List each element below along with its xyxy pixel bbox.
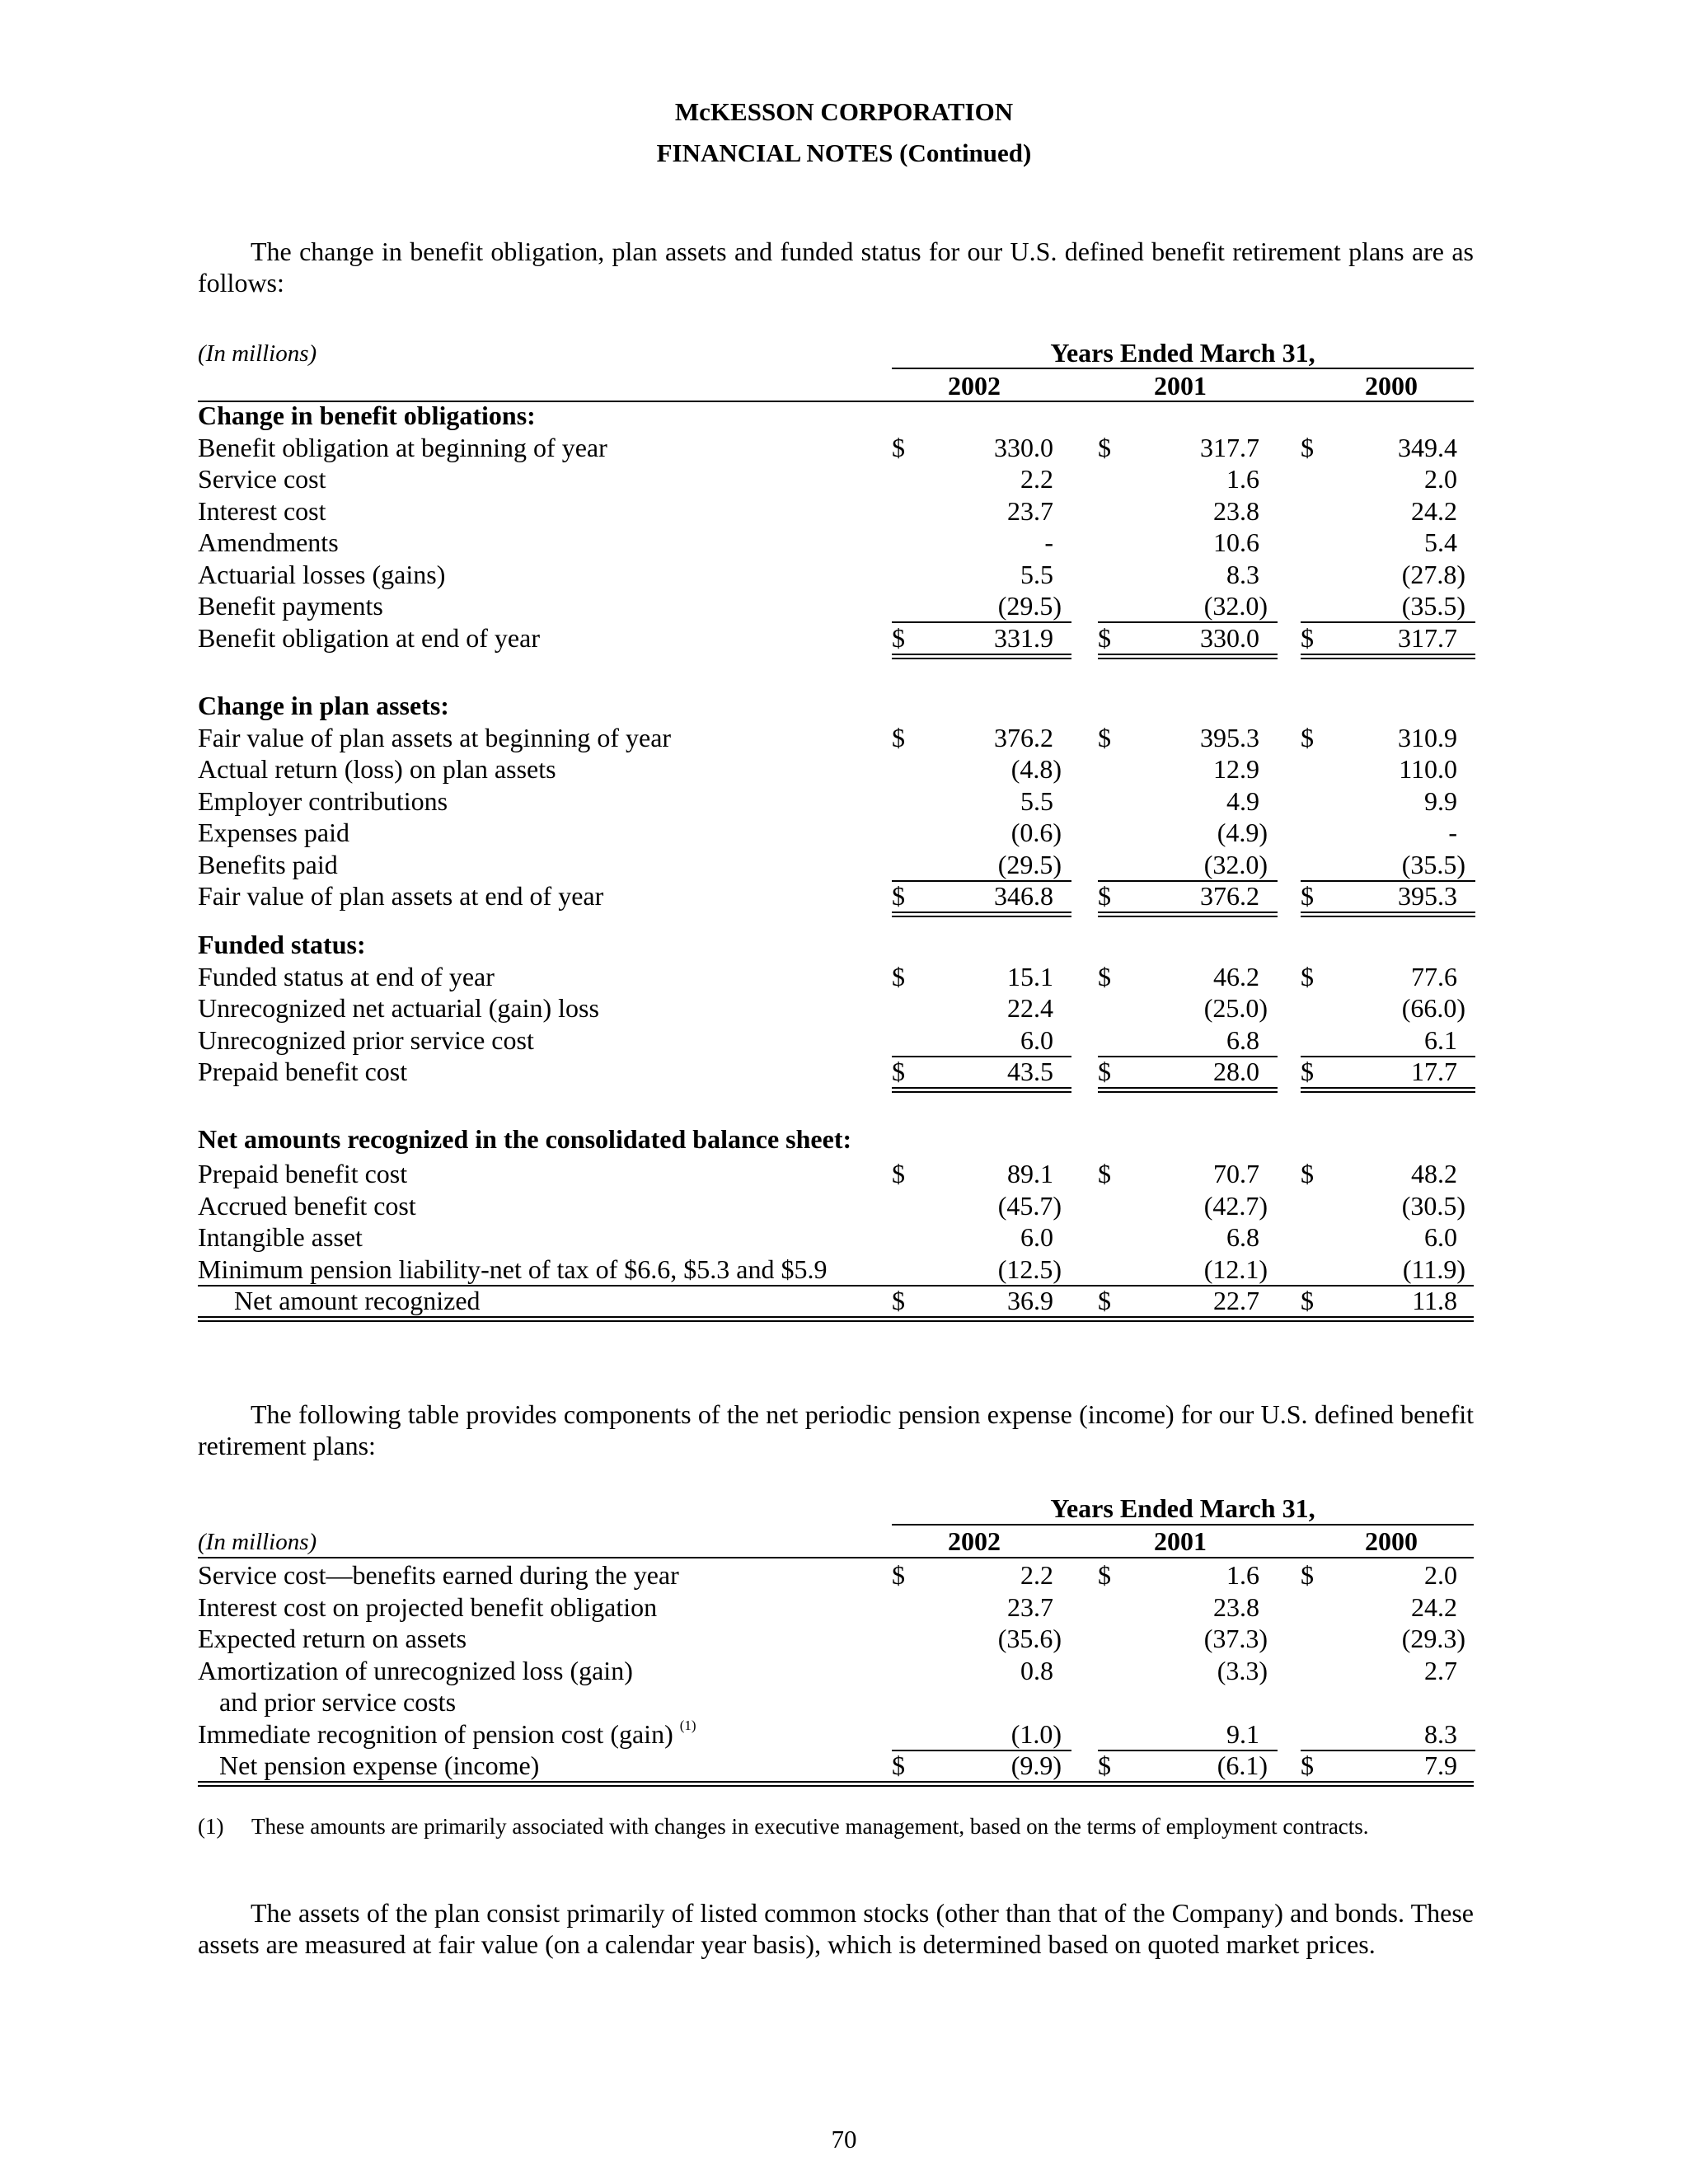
value-cell: (4.8) [1010,754,1062,784]
value-cell: 5.5 [1020,785,1053,816]
value-cell: 1.6 [1226,464,1259,494]
row-label: Prepaid benefit cost [198,1159,408,1188]
section-header [198,401,1474,432]
table2-period-header: Years Ended March 31, [1050,1493,1315,1523]
dollar-sign: $ [892,1159,905,1188]
value-cell: 349.4 [1398,432,1457,462]
dollar-sign: $ [1301,432,1314,462]
value-cell: 4.9 [1226,785,1259,816]
closing-paragraph: The assets of the plan consist primarily of listed common stocks (other than that of the Company) and bonds. These assets are measured at fair value (on a calendar year basis), which is determined based on quoted market prices. [198,1898,1474,1959]
dollar-sign: $ [892,1057,905,1086]
value-cell: 6.1 [1424,1024,1457,1055]
table1-year-2002: 2002 [948,371,1001,401]
section-header [198,1124,1474,1155]
value-cell: (6.1) [1217,1750,1268,1780]
row-label: Accrued benefit cost [198,1190,416,1221]
table1-year-2001: 2001 [1154,371,1207,401]
value-cell: (0.6) [1010,818,1062,847]
value-cell: (37.3) [1203,1624,1268,1653]
total-double-rule [1098,658,1278,659]
value-cell: 2.0 [1424,1560,1457,1590]
value-cell: 5.4 [1424,527,1457,557]
total-double-rule [1301,1087,1475,1089]
table-row [198,1750,1474,1782]
table2-year-2001: 2001 [1154,1526,1207,1556]
row-label: Immediate recognition of pension cost (gain) [198,1718,673,1749]
table-row [198,962,1474,993]
table-row [198,754,1474,785]
total-double-rule [1301,654,1475,655]
value-cell: 376.2 [994,722,1053,752]
total-double-rule [198,1320,1474,1322]
row-label: Unrecognized net actuarial (gain) loss [198,993,599,1023]
value-cell: 331.9 [994,622,1053,653]
table2-year-2000: 2000 [1365,1526,1418,1556]
value-cell: (30.5) [1401,1190,1465,1221]
total-double-rule [1301,912,1475,913]
dollar-sign: $ [892,1560,905,1590]
table2-header-rule [198,1557,1474,1558]
value-cell: 376.2 [1200,881,1259,911]
dollar-sign: $ [1098,1159,1111,1188]
dollar-sign: $ [892,1750,905,1780]
value-cell: 24.2 [1411,1591,1457,1622]
value-cell: 330.0 [1200,622,1259,653]
row-label: Benefits paid [198,849,338,879]
value-cell: (29.5) [997,849,1062,879]
value-cell: (32.0) [1203,849,1268,879]
value-cell: 5.5 [1020,559,1053,589]
page-number: 70 [831,2125,857,2154]
row-label: Service cost [198,464,326,494]
value-cell: 9.9 [1424,785,1457,816]
table-row [198,1057,1474,1088]
section-title: Change in benefit obligations: [198,401,536,430]
value-cell: 6.8 [1226,1222,1259,1252]
value-cell: (66.0) [1401,993,1465,1023]
value-cell: 15.1 [1007,961,1053,991]
company-name: McKESSON CORPORATION [674,97,1014,126]
value-cell: 23.7 [1007,1591,1053,1622]
total-double-rule [1301,658,1475,659]
dollar-sign: $ [1301,1159,1314,1188]
dollar-sign: $ [1301,722,1314,752]
dollar-sign: $ [892,432,905,462]
table-row [198,527,1474,559]
row-label: Expenses paid [198,818,349,847]
table-row [198,1159,1474,1190]
dollar-sign: $ [1098,1560,1111,1590]
value-cell: 8.3 [1424,1718,1457,1749]
table2-units: (In millions) [198,1529,317,1555]
value-cell: (9.9) [1010,1750,1062,1780]
dollar-sign: $ [1098,1286,1111,1315]
value-cell: 6.8 [1226,1024,1259,1055]
table-row [198,1592,1474,1624]
value-cell: 0.8 [1020,1655,1053,1685]
intro-paragraph-2: The following table provides components of the net periodic pension expense (income) for our U.S. defined benefit retirement plans: [198,1399,1474,1460]
total-double-rule [198,1316,1474,1318]
row-label: Amendments [198,527,339,557]
table-row [198,786,1474,818]
value-cell: 48.2 [1411,1159,1457,1188]
total-double-rule [892,654,1071,655]
table-row [198,591,1474,622]
table-row [198,723,1474,754]
table-row [198,1254,1474,1286]
dollar-sign: $ [1098,722,1111,752]
value-cell: 2.2 [1020,464,1053,494]
value-cell: (35.5) [1401,591,1465,621]
value-cell: 22.4 [1007,993,1053,1023]
total-double-rule [198,1785,1474,1787]
row-label: Benefit obligation at end of year [198,622,540,653]
table-row [198,993,1474,1024]
total-double-rule [198,1781,1474,1783]
dollar-sign: $ [1301,1560,1314,1590]
value-cell: (35.6) [997,1624,1062,1653]
row-label: Interest cost on projected benefit obligation [198,1591,658,1622]
section-header [198,930,1474,961]
total-double-rule [1098,1087,1278,1089]
row-label: Net amount recognized [234,1286,481,1315]
table-row [198,1656,1474,1687]
total-double-rule [892,916,1071,917]
table-row [198,881,1474,912]
value-cell: (12.1) [1203,1254,1268,1284]
total-double-rule [1301,1091,1475,1093]
value-cell: 70.7 [1213,1159,1259,1188]
row-label: Minimum pension liability-net of tax of $6.6, $5.3 and $5.9 [198,1254,828,1284]
row-label: Prepaid benefit cost [198,1057,408,1086]
value-cell: (42.7) [1203,1190,1268,1221]
table-row [198,464,1474,495]
table2-period-underline [892,1524,1474,1526]
dollar-sign: $ [1098,961,1111,991]
value-cell: 395.3 [1200,722,1259,752]
value-cell: 317.7 [1398,622,1457,653]
value-cell: 10.6 [1213,527,1259,557]
value-cell: 17.7 [1411,1057,1457,1086]
value-cell: (32.0) [1203,591,1268,621]
value-cell: 1.6 [1226,1560,1259,1590]
row-label: Actuarial losses (gains) [198,559,446,589]
row-label: Funded status at end of year [198,961,495,991]
section-title: Funded status: [198,930,366,959]
value-cell: 24.2 [1411,495,1457,526]
table-row [198,1624,1474,1655]
value-cell: (45.7) [997,1190,1062,1221]
value-cell: 22.7 [1213,1286,1259,1315]
row-label: Expected return on assets [198,1624,467,1653]
value-cell: 2.7 [1424,1655,1457,1685]
value-cell: 6.0 [1424,1222,1457,1252]
value-cell: 12.9 [1213,754,1259,784]
value-cell: 330.0 [994,432,1053,462]
value-cell: (12.5) [997,1254,1062,1284]
section-title: Change in plan assets: [198,691,449,720]
table1-year-headers [892,371,1474,402]
row-label: Net pension expense (income) [219,1750,540,1780]
dollar-sign: $ [1301,622,1314,653]
row-label: Employer contributions [198,785,448,816]
value-cell: 2.0 [1424,464,1457,494]
table1-year-2000: 2000 [1365,371,1418,401]
value-cell: 46.2 [1213,961,1259,991]
value-cell: 36.9 [1007,1286,1053,1315]
value-cell: - [1448,818,1457,847]
table-row [198,496,1474,527]
total-double-rule [1098,1091,1278,1093]
value-cell: (29.3) [1401,1624,1465,1653]
value-cell: 23.8 [1213,495,1259,526]
footnote-reference: (1) [679,1717,696,1733]
table-row [198,1191,1474,1222]
dollar-sign: $ [892,961,905,991]
total-double-rule [892,1087,1071,1089]
dollar-sign: $ [1301,881,1314,911]
dollar-sign: $ [1301,961,1314,991]
value-cell: 23.7 [1007,495,1053,526]
row-label: Service cost—benefits earned during the year [198,1560,679,1590]
value-cell: 9.1 [1226,1718,1259,1749]
table1-units: (In millions) [198,340,317,367]
row-label: Actual return (loss) on plan assets [198,754,556,784]
table-row [198,850,1474,881]
row-label: Benefit obligation at beginning of year [198,432,607,462]
total-double-rule [1098,654,1278,655]
dollar-sign: $ [1301,1750,1314,1780]
dollar-sign: $ [1098,1750,1111,1780]
value-cell: (29.5) [997,591,1062,621]
value-cell: 28.0 [1213,1057,1259,1086]
total-double-rule [1098,912,1278,913]
value-cell: 77.6 [1411,961,1457,991]
table-row [198,1560,1474,1591]
value-cell: (35.5) [1401,849,1465,879]
total-double-rule [1301,916,1475,917]
value-cell: (25.0) [1203,993,1268,1023]
value-cell: 6.0 [1020,1024,1053,1055]
intro-paragraph-1: The change in benefit obligation, plan assets and funded status for our U.S. defined benefit retirement plans are as follows: [198,237,1474,298]
value-cell: (3.3) [1217,1655,1268,1685]
value-cell: 317.7 [1200,432,1259,462]
row-label: Benefit payments [198,591,383,621]
table-row [198,560,1474,591]
dollar-sign: $ [892,722,905,752]
value-cell: 310.9 [1398,722,1457,752]
dollar-sign: $ [1301,1286,1314,1315]
dollar-sign: $ [1098,432,1111,462]
value-cell: 89.1 [1007,1159,1053,1188]
total-double-rule [892,912,1071,913]
value-cell: 2.2 [1020,1560,1053,1590]
dollar-sign: $ [1098,881,1111,911]
value-cell: 23.8 [1213,1591,1259,1622]
dollar-sign: $ [892,881,905,911]
table-row [198,1719,1474,1750]
value-cell: - [1044,527,1053,557]
dollar-sign: $ [892,622,905,653]
value-cell: 6.0 [1020,1222,1053,1252]
dollar-sign: $ [1098,1057,1111,1086]
value-cell: 7.9 [1424,1750,1457,1780]
table-row [198,818,1474,849]
table1-period-header: Years Ended March 31, [1050,338,1315,368]
value-cell: 8.3 [1226,559,1259,589]
footnote-text: These amounts are primarily associated with changes in executive management, based on the terms of employment contracts. [251,1814,1369,1839]
row-label: Fair value of plan assets at end of year [198,881,604,911]
dollar-sign: $ [1301,1057,1314,1086]
value-cell: (11.9) [1402,1254,1465,1284]
row-label: Intangible asset [198,1222,363,1252]
footnote-mark: (1) [198,1814,224,1839]
table-row [198,1286,1474,1317]
table1-period-underline [892,368,1474,369]
value-cell: (1.0) [1010,1718,1062,1749]
row-label: Fair value of plan assets at beginning of year [198,722,672,752]
dollar-sign: $ [1098,622,1111,653]
value-cell: 11.8 [1412,1286,1457,1315]
total-double-rule [892,658,1071,659]
value-cell: (27.8) [1401,559,1465,589]
value-cell: 346.8 [994,881,1053,911]
row-label: Amortization of unrecognized loss (gain) [198,1655,633,1685]
table-row [198,623,1474,654]
footnote [198,1812,1474,1872]
table2-year-headers [892,1526,1474,1558]
dollar-sign: $ [892,1286,905,1315]
value-cell: 395.3 [1398,881,1457,911]
page-subtitle: FINANCIAL NOTES (Continued) [656,138,1032,167]
table-row [198,1222,1474,1254]
table-row [198,1025,1474,1057]
row-label-wrap [198,1719,696,1750]
value-cell: (4.9) [1217,818,1268,847]
value-cell: 110.0 [1399,754,1457,784]
total-double-rule [1098,916,1278,917]
row-label: Interest cost [198,495,326,526]
row-label: Unrecognized prior service cost [198,1024,534,1055]
total-double-rule [892,1091,1071,1093]
value-cell: 43.5 [1007,1057,1053,1086]
section-title: Net amounts recognized in the consolidated balance sheet: [198,1124,852,1154]
section-header [198,691,1474,722]
table-row [198,433,1474,464]
table-row [198,1687,1474,1718]
row-label: and prior service costs [219,1687,457,1717]
table2-year-2002: 2002 [948,1526,1001,1556]
